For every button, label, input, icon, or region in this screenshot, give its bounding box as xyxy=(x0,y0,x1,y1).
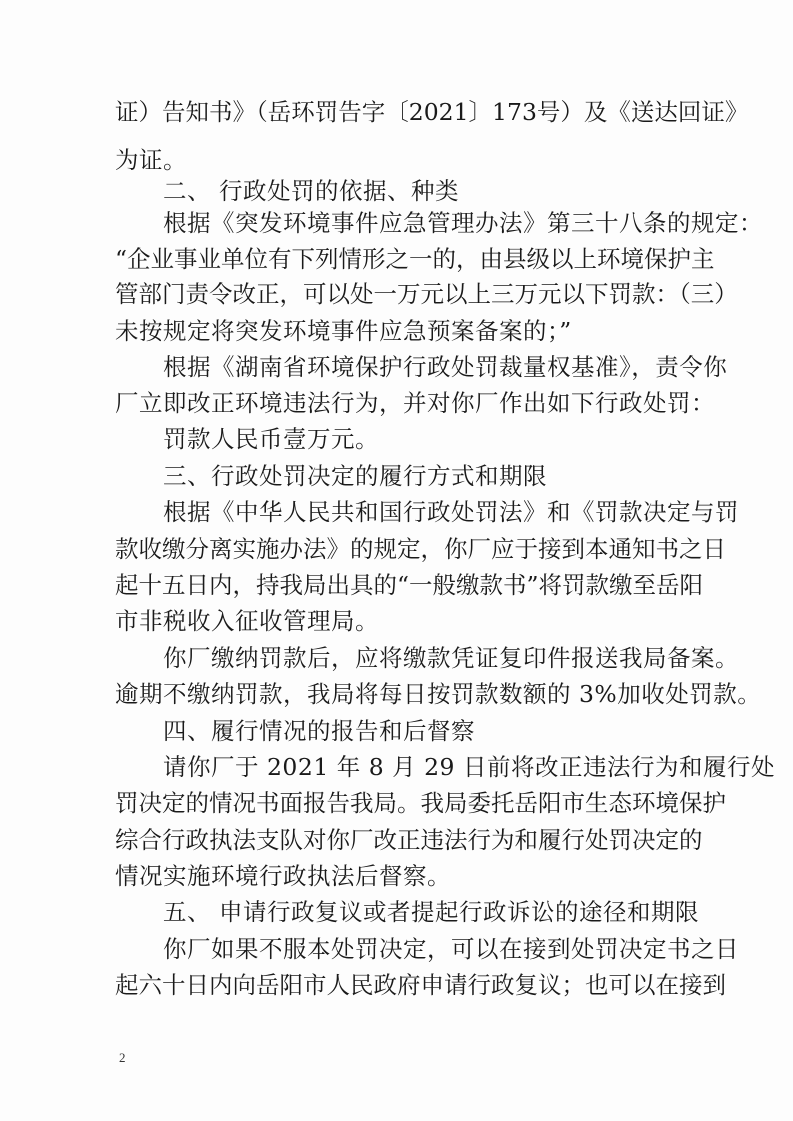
page-number: 2 xyxy=(119,1050,126,1065)
text-line: 根据《中华人民共和国行政处罚法》和《罚款决定与罚 xyxy=(163,498,739,526)
text-line: 市非税收入征收管理局。 xyxy=(115,607,379,635)
text-line: 你厂如果不服本处罚决定，可以在接到处罚决定书之日 xyxy=(163,935,739,963)
text-line: 为证。 xyxy=(115,146,187,174)
text-line: 管部门责令改正，可以处一万元以上三万元以下罚款：（三） xyxy=(115,280,738,308)
text-line: 根据《突发环境事件应急管理办法》第三十八条的规定： xyxy=(163,209,763,237)
section-heading: 四、履行情况的报告和后督察 xyxy=(163,717,475,745)
section-heading: 二、 行政处罚的依据、种类 xyxy=(163,177,459,205)
text-line: 起六十日内向岳阳市人民政府申请行政复议；也可以在接到 xyxy=(115,971,726,999)
text-line: 罚款人民币壹万元。 xyxy=(163,425,379,453)
text-line: 款收缴分离实施办法》的规定，你厂应于接到本通知书之日 xyxy=(115,535,726,563)
text-line: 罚决定的情况书面报告我局。我局委托岳阳市生态环境保护 xyxy=(115,789,726,817)
text-line: 你厂缴纳罚款后，应将缴款凭证复印件报送我局备案。 xyxy=(163,644,739,672)
text-line: 根据《湖南省环境保护行政处罚裁量权基准》，责令你 xyxy=(163,353,728,381)
text-line: 逾期不缴纳罚款，我局将每日按罚款数额的 3%加收处罚款。 xyxy=(115,680,762,708)
text-line: 未按规定将突发环境事件应急预案备案的；” xyxy=(115,317,572,345)
section-heading: 三、行政处罚决定的履行方式和期限 xyxy=(163,462,547,490)
text-line: 请你厂于 2021 年 8 月 29 日前将改正违法行为和履行处 xyxy=(163,753,775,781)
text-line: 综合行政执法支队对你厂改正违法行为和履行处罚决定的 xyxy=(115,826,703,854)
text-line: 厂立即改正环境违法行为，并对你厂作出如下行政处罚： xyxy=(115,389,715,417)
text-line: 起十五日内，持我局出具的“一般缴款书”将罚款缴至岳阳 xyxy=(115,571,704,599)
text-line: “企业事业单位有下列情形之一的，由县级以上环境保护主 xyxy=(115,245,715,273)
text-line: 情况实施环境行政执法后督察。 xyxy=(115,862,451,890)
section-heading: 五、 申请行政复议或者提起行政诉讼的途径和期限 xyxy=(163,898,699,926)
text-line: 证）告知书》（岳环罚告字〔2021〕173号）及《送达回证》 xyxy=(115,98,749,126)
